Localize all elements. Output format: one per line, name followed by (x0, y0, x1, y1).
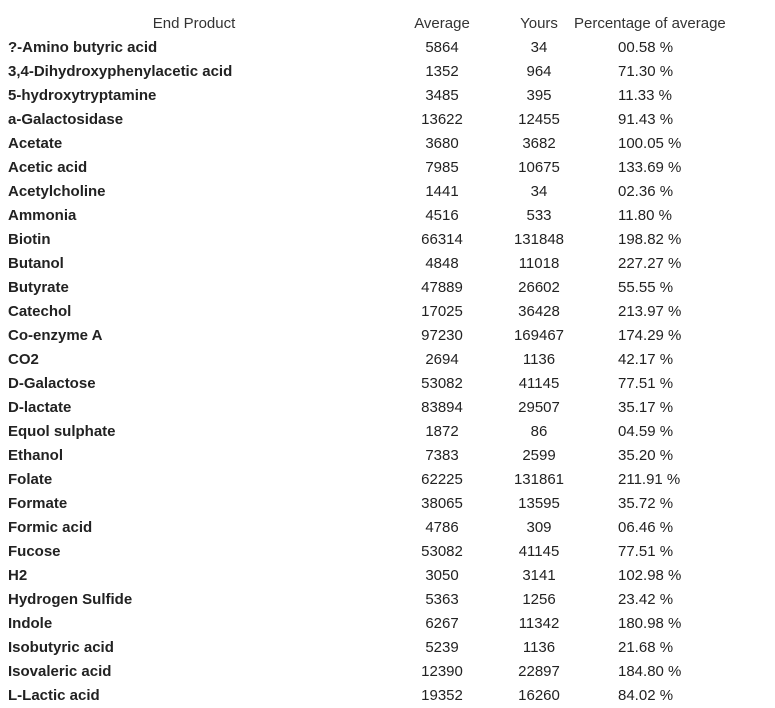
yours-value: 41145 (518, 543, 560, 560)
average-value: 3050 (425, 567, 459, 584)
average-value: 3680 (425, 135, 459, 152)
end-product-name: D-Galactose (8, 375, 96, 392)
table-row (8, 372, 775, 396)
yours-value: 964 (526, 63, 552, 80)
header-average: Average (414, 15, 470, 32)
percentage-value: 133.69 % (618, 159, 682, 176)
percentage-value: 55.55 % (618, 279, 674, 296)
percentage-value: 71.30 % (618, 63, 674, 80)
table-row (8, 300, 775, 324)
yours-value: 26602 (518, 279, 560, 296)
table-row (8, 156, 775, 180)
percentage-value: 84.02 % (618, 687, 674, 704)
table-row (8, 204, 775, 228)
percentage-value: 42.17 % (618, 351, 674, 368)
table-row (8, 228, 775, 252)
percentage-value: 198.82 % (618, 231, 682, 248)
yours-value: 29507 (518, 399, 560, 416)
yours-value: 86 (530, 423, 548, 440)
percentage-value: 100.05 % (618, 135, 682, 152)
table-row (8, 420, 775, 444)
table-row (8, 180, 775, 204)
percentage-value: 11.33 % (618, 87, 672, 104)
yours-value: 131848 (513, 231, 565, 248)
yours-value: 16260 (518, 687, 560, 704)
percentage-value: 11.80 % (618, 207, 672, 224)
average-value: 7985 (425, 159, 459, 176)
table-row (8, 348, 775, 372)
table-row (8, 324, 775, 348)
percentage-value: 213.97 % (618, 303, 682, 320)
average-value: 38065 (421, 495, 463, 512)
end-product-name: Acetic acid (8, 159, 88, 176)
average-value: 5363 (425, 591, 459, 608)
table-row (8, 660, 775, 684)
table-row (8, 636, 775, 660)
table-row (8, 396, 775, 420)
average-value: 12390 (421, 663, 463, 680)
average-value: 5239 (425, 639, 459, 656)
end-product-name: D-lactate (8, 399, 72, 416)
yours-value: 1136 (522, 351, 556, 368)
table-row (8, 540, 775, 564)
end-product-name: Co-enzyme A (8, 327, 103, 344)
table-body (8, 36, 775, 708)
end-product-name: Folate (8, 471, 53, 488)
table-row (8, 444, 775, 468)
end-product-name: Fucose (8, 543, 61, 560)
yours-value: 36428 (518, 303, 560, 320)
average-value: 2694 (425, 351, 459, 368)
average-value: 66314 (421, 231, 463, 248)
header-end-product: End Product (152, 15, 236, 32)
table-row (8, 276, 775, 300)
table-row (8, 132, 775, 156)
end-product-name: Indole (8, 615, 53, 632)
end-product-name: Butyrate (8, 279, 69, 296)
average-value: 19352 (421, 687, 463, 704)
average-value: 97230 (421, 327, 463, 344)
table-row (8, 564, 775, 588)
percentage-value: 184.80 % (618, 663, 682, 680)
end-product-name: Hydrogen Sulfide (8, 591, 133, 608)
header-yours: Yours (520, 15, 558, 32)
average-value: 1872 (425, 423, 459, 440)
table-row (8, 60, 775, 84)
yours-value: 533 (526, 207, 552, 224)
yours-value: 13595 (518, 495, 560, 512)
table-row (8, 468, 775, 492)
yours-value: 3682 (522, 135, 556, 152)
table-row (8, 516, 775, 540)
end-product-name: Acetylcholine (8, 183, 106, 200)
average-value: 1352 (425, 63, 459, 80)
end-product-name: Acetate (8, 135, 63, 152)
end-product-name: Catechol (8, 303, 72, 320)
header-percentage: Percentage of average (574, 15, 726, 32)
average-value: 62225 (421, 471, 463, 488)
end-product-table (8, 12, 775, 708)
end-product-name: a-Galactosidase (8, 111, 124, 128)
percentage-value: 23.42 % (618, 591, 674, 608)
yours-value: 169467 (513, 327, 565, 344)
percentage-value: 180.98 % (618, 615, 682, 632)
table-row (8, 108, 775, 132)
table-row (8, 684, 775, 708)
table-row (8, 36, 775, 60)
average-value: 4786 (425, 519, 459, 536)
end-product-name: Formate (8, 495, 68, 512)
percentage-value: 35.72 % (618, 495, 674, 512)
average-value: 13622 (421, 111, 463, 128)
average-value: 47889 (421, 279, 463, 296)
yours-value: 309 (526, 519, 552, 536)
average-value: 1441 (425, 183, 459, 200)
end-product-name: H2 (8, 567, 28, 584)
yours-value: 22897 (518, 663, 560, 680)
end-product-name: 5-hydroxytryptamine (8, 87, 157, 104)
average-value: 53082 (421, 375, 463, 392)
percentage-value: 02.36 % (618, 183, 674, 200)
yours-value: 395 (526, 87, 552, 104)
table-row (8, 588, 775, 612)
yours-value: 12455 (518, 111, 560, 128)
percentage-value: 04.59 % (618, 423, 674, 440)
end-product-name: Isovaleric acid (8, 663, 112, 680)
average-value: 7383 (425, 447, 459, 464)
end-product-name: Ethanol (8, 447, 63, 464)
percentage-value: 21.68 % (618, 639, 674, 656)
table-row (8, 612, 775, 636)
average-value: 53082 (421, 543, 463, 560)
end-product-name: CO2 (8, 351, 39, 368)
percentage-value: 00.58 % (618, 39, 674, 56)
percentage-value: 77.51 % (618, 375, 674, 392)
percentage-value: 35.20 % (618, 447, 674, 464)
percentage-value: 174.29 % (618, 327, 682, 344)
end-product-name: Butanol (8, 255, 64, 272)
average-value: 4516 (425, 207, 459, 224)
table-row (8, 252, 775, 276)
percentage-value: 211.91 % (618, 471, 681, 488)
yours-value: 34 (530, 39, 548, 56)
header-row (8, 12, 775, 36)
yours-value: 3141 (522, 567, 556, 584)
table-row (8, 84, 775, 108)
percentage-value: 35.17 % (618, 399, 674, 416)
yours-value: 11018 (518, 255, 560, 272)
yours-value: 2599 (522, 447, 556, 464)
end-product-name: 3,4-Dihydroxyphenylacetic acid (8, 63, 233, 80)
end-product-name: Isobutyric acid (8, 639, 114, 656)
end-product-name: L-Lactic acid (8, 687, 100, 704)
yours-value: 131861 (513, 471, 565, 488)
end-product-name: Formic acid (8, 519, 93, 536)
average-value: 5864 (425, 39, 459, 56)
yours-value: 1136 (522, 639, 556, 656)
yours-value: 34 (530, 183, 548, 200)
yours-value: 10675 (518, 159, 560, 176)
average-value: 3485 (425, 87, 459, 104)
yours-value: 1256 (522, 591, 556, 608)
percentage-value: 06.46 % (618, 519, 674, 536)
average-value: 4848 (425, 255, 459, 272)
average-value: 6267 (425, 615, 459, 632)
average-value: 17025 (421, 303, 463, 320)
percentage-value: 91.43 % (618, 111, 674, 128)
average-value: 83894 (421, 399, 463, 416)
end-product-name: ?-Amino butyric acid (8, 39, 158, 56)
percentage-value: 77.51 % (618, 543, 674, 560)
end-product-name: Biotin (8, 231, 51, 248)
table-header (8, 12, 775, 36)
percentage-value: 227.27 % (618, 255, 682, 272)
yours-value: 41145 (518, 375, 560, 392)
percentage-value: 102.98 % (618, 567, 682, 584)
table-row (8, 492, 775, 516)
yours-value: 11342 (518, 615, 560, 632)
end-product-name: Ammonia (8, 207, 77, 224)
end-product-name: Equol sulphate (8, 423, 116, 440)
